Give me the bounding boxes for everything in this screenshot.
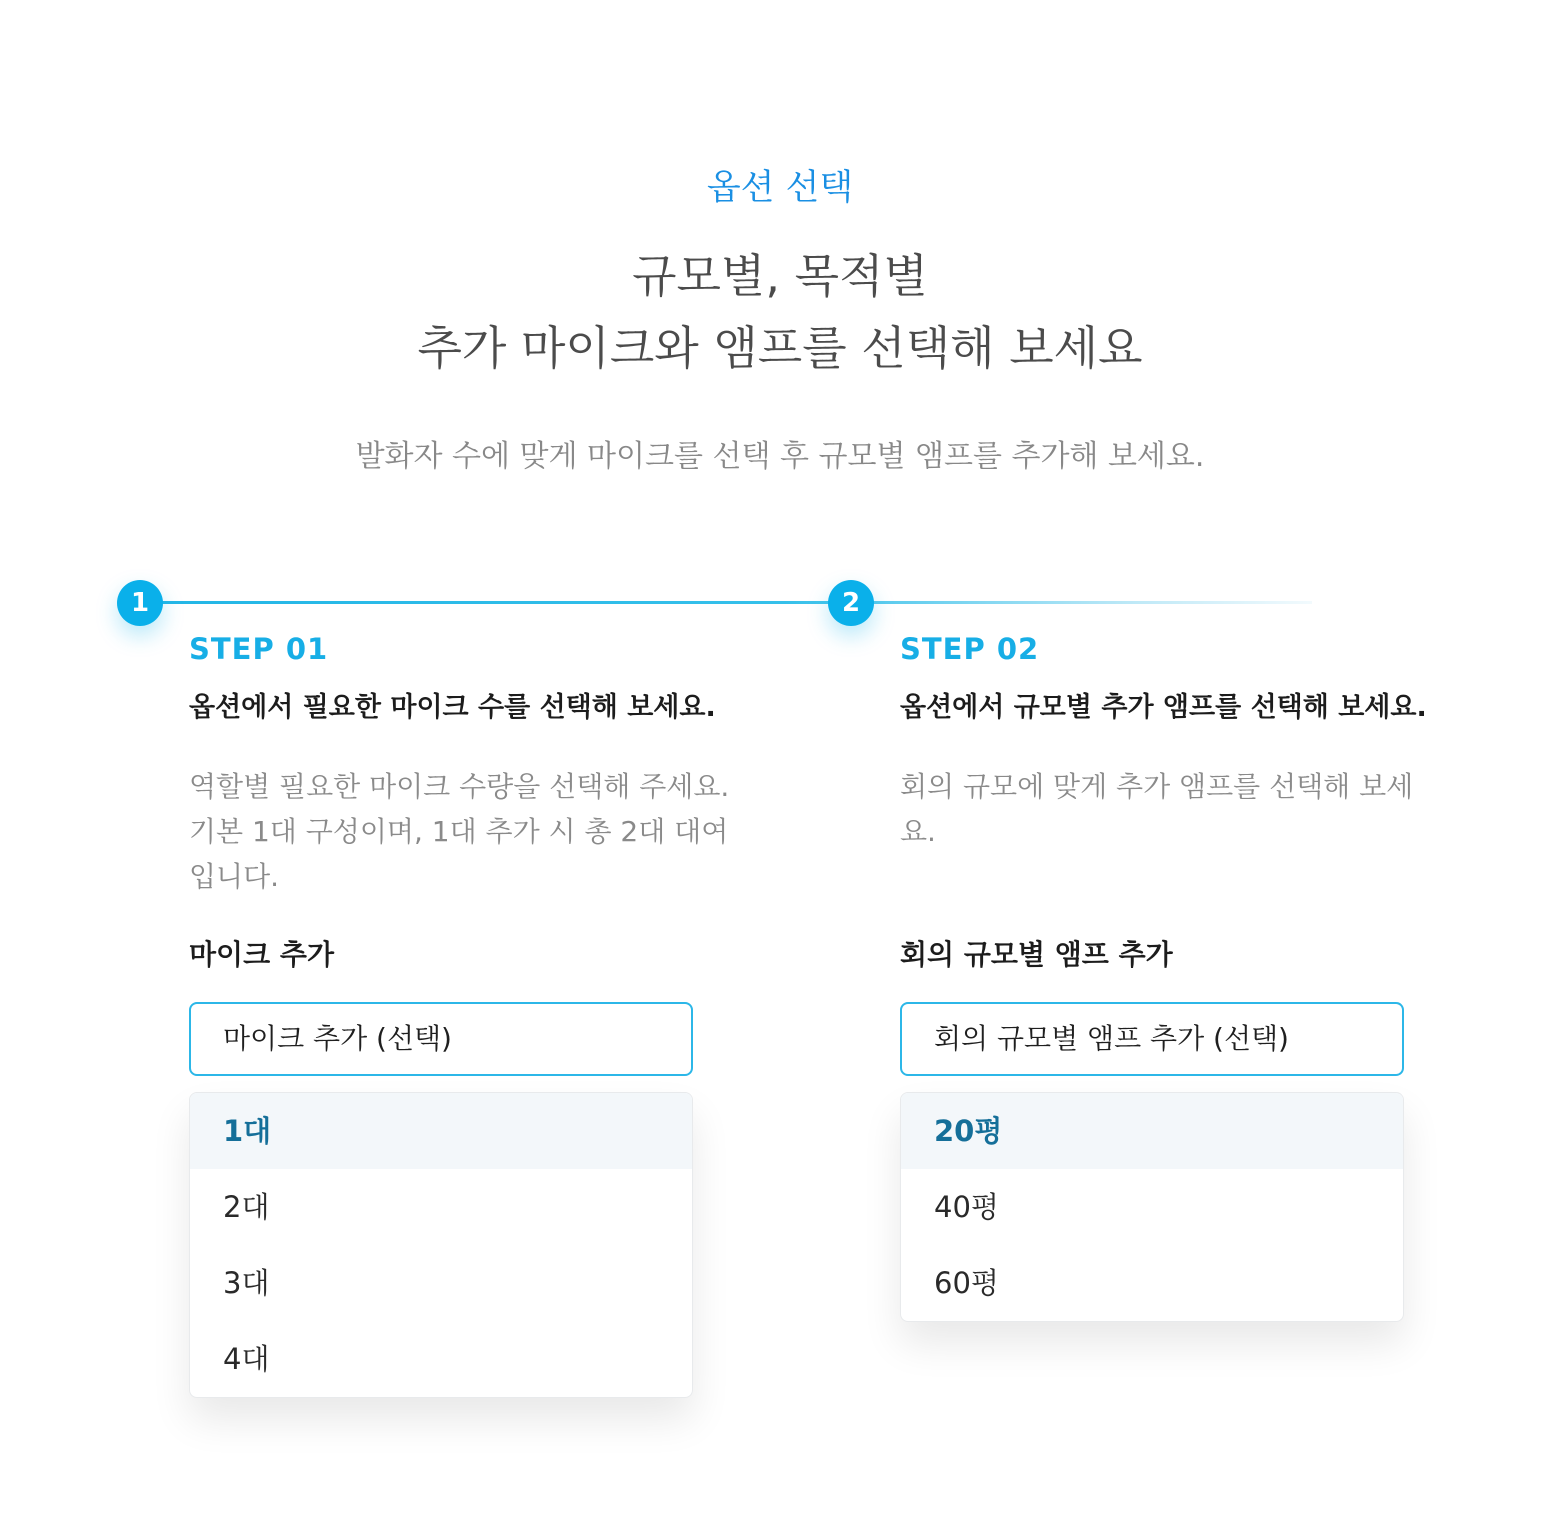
mic-option-2[interactable]: 2대	[223, 1190, 270, 1224]
headline-line-2: 추가 마이크와 앰프를 선택해 보세요	[417, 321, 1143, 375]
step-1-label: STEP 01	[189, 632, 329, 666]
mic-select-value: 마이크 추가 (선택)	[223, 1022, 452, 1055]
step-1-description: 역할별 필요한 마이크 수량을 선택해 주세요. 기본 1대 구성이며, 1대 추가 시 총 2대 대여입니다.	[189, 770, 730, 893]
amp-option-60[interactable]: 60평	[934, 1266, 999, 1300]
step-1-panel	[189, 628, 749, 1376]
amp-field-label: 회의 규모별 앰프 추가	[900, 938, 1173, 971]
headline-line-1: 규모별, 목적별	[632, 249, 928, 303]
step-progress-line	[140, 601, 1312, 604]
amp-option-20[interactable]: 20평	[901, 1093, 1403, 1169]
mic-option-1[interactable]: 1대	[190, 1093, 692, 1169]
step-2-title: 옵션에서 규모별 추가 앰프를 선택해 보세요.	[900, 692, 1427, 723]
amp-options-menu	[900, 1092, 1404, 1322]
mic-options-menu	[189, 1092, 693, 1398]
amp-select[interactable]	[900, 1002, 1404, 1076]
mic-option-4[interactable]: 4대	[223, 1342, 270, 1376]
mic-field-label: 마이크 추가	[189, 938, 334, 971]
amp-select-value: 회의 규모별 앰프 추가 (선택)	[934, 1022, 1289, 1055]
step-2-panel	[900, 628, 1460, 1300]
section-headline	[0, 240, 1560, 384]
mic-select[interactable]	[189, 1002, 693, 1076]
section-subline: 발화자 수에 맞게 마이크를 선택 후 규모별 앰프를 추가해 보세요.	[355, 439, 1205, 474]
step-2-description: 회의 규모에 맞게 추가 앰프를 선택해 보세요.	[900, 770, 1414, 848]
mic-option-3[interactable]: 3대	[223, 1266, 270, 1300]
step-1-badge: 1	[117, 580, 163, 626]
amp-option-40[interactable]: 40평	[934, 1190, 999, 1224]
section-eyebrow: 옵션 선택	[706, 168, 854, 208]
step-1-title: 옵션에서 필요한 마이크 수를 선택해 보세요.	[189, 692, 716, 723]
step-2-label: STEP 02	[900, 632, 1040, 666]
step-2-badge: 2	[828, 580, 874, 626]
